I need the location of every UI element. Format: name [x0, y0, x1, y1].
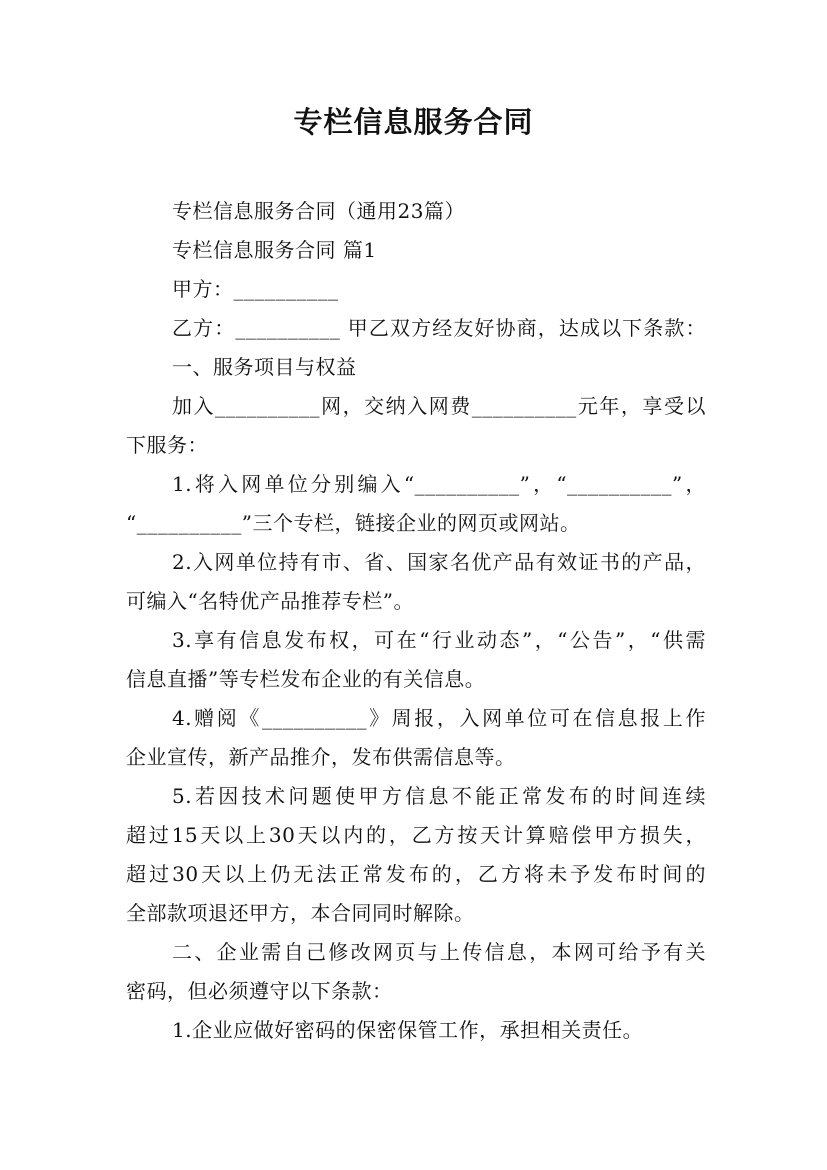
paragraph-line: 全部款项退还甲方，本合同同时解除。: [126, 901, 475, 925]
paragraph-line: 密码，但必须遵守以下条款：: [126, 979, 393, 1003]
paragraph-line: 可编入“名特优产品推荐专栏”。: [126, 589, 414, 613]
subtitle-line: 专栏信息服务合同（通用23篇）: [172, 199, 465, 223]
paragraph-line: 企业宣传，新产品推介，发布供需信息等。: [126, 745, 516, 769]
clause-heading-2: 二、企业需自己修改网页与上传信息，本网可给予有关: [172, 940, 706, 964]
paragraph-line: 2.入网单位持有市、省、国家名优产品有效证书的产品，: [172, 550, 706, 574]
paragraph-line: 超过15天以上30天以内的，乙方按天计算赔偿甲方损失，: [126, 823, 706, 847]
document-title: 专栏信息服务合同: [293, 105, 534, 139]
section-heading: 专栏信息服务合同 篇1: [172, 238, 377, 262]
paragraph-line: 信息直播”等专栏发布企业的有关信息。: [126, 667, 486, 691]
clause-heading-1: 一、服务项目与权益: [172, 355, 357, 379]
paragraph-line: 1.将入网单位分别编入“__________”，“__________”，: [172, 472, 706, 496]
paragraph-line: 5.若因技术问题使甲方信息不能正常发布的时间连续: [172, 784, 706, 808]
paragraph-line: 4.赠阅《__________》周报，入网单位可在信息报上作: [172, 706, 706, 730]
paragraph-line: “__________”三个专栏，链接企业的网页或网站。: [126, 511, 581, 535]
party-b-line: 乙方：__________ 甲乙双方经友好协商，达成以下条款：: [172, 316, 706, 340]
paragraph-line: 1.企业应做好密码的保密保管工作，承担相关责任。: [172, 1018, 644, 1042]
paragraph-line: 超过30天以上仍无法正常发布的，乙方将未予发布时间的: [126, 862, 706, 886]
paragraph-line: 加入__________网，交纳入网费__________元年，享受以: [172, 394, 706, 418]
party-a-line: 甲方：__________: [172, 277, 339, 301]
paragraph-line: 下服务：: [126, 433, 208, 457]
paragraph-line: 3.享有信息发布权，可在“行业动态”，“公告”，“供需: [172, 628, 706, 652]
